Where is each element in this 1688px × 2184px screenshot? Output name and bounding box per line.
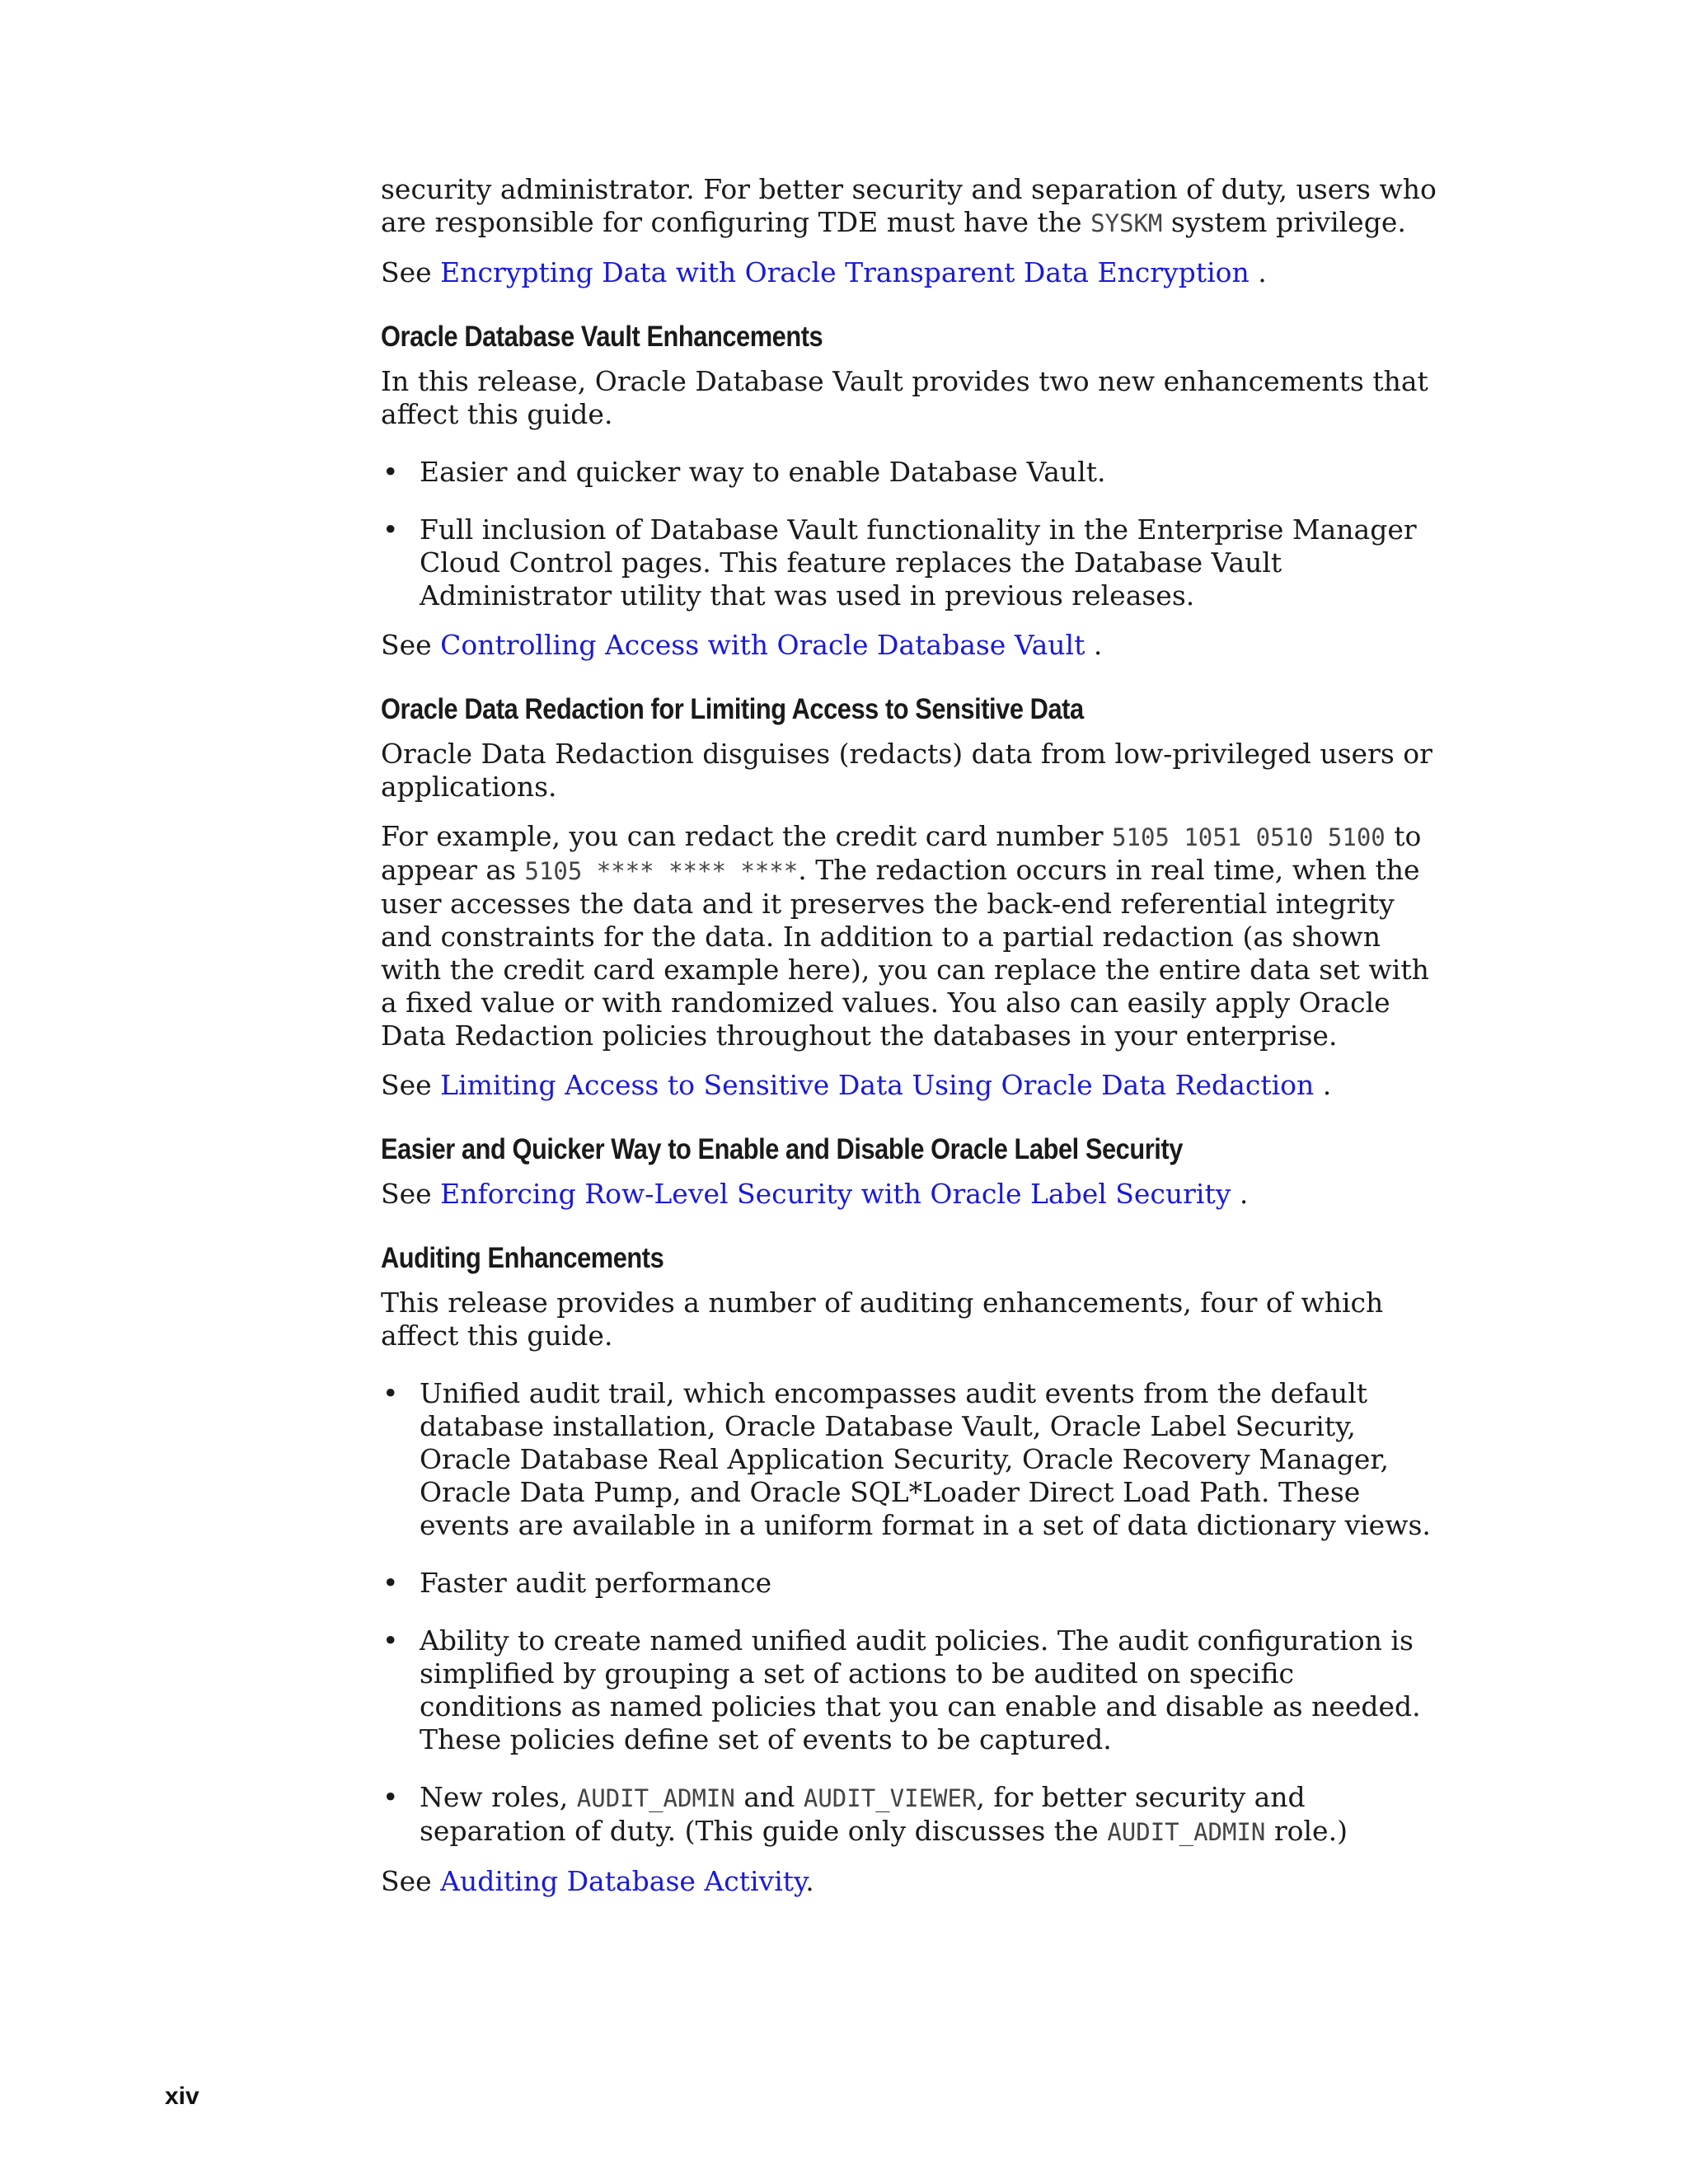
audit-viewer-code: AUDIT_VIEWER (803, 1784, 977, 1812)
intro-paragraph: security administrator. For better security and separation of duty, users who are responsible for configuring TDE must have the SYSKM system privilege. (381, 173, 1437, 238)
link-auditing-database-activity[interactable]: Auditing Database Activity (440, 1865, 806, 1897)
link-encrypting-data-tde[interactable]: Encrypting Data with Oracle Transparent Data Encryption (440, 256, 1250, 288)
link-limiting-access-redaction[interactable]: Limiting Access to Sensitive Data Using Oracle Data Redaction (440, 1069, 1315, 1101)
redaction-paragraph-1: Oracle Data Redaction disguises (redacts) data from low-privileged users or applications. (381, 738, 1432, 803)
list-item: • Unified audit trail, which encompasses audit events from the default database installation, Oracle Database Vault, Oracle Label Security, Oracle Database Real Application Security, Oracle Recovery Manager, Oracle Data Pump, and Oracle SQL*Loader Direct Load Path. These events are available in a uniform format in a set of data dictionary views. (382, 1377, 1431, 1541)
redaction-paragraph-2: For example, you can redact the credit card number 5105 1051 0510 5100 to appear as 5105 **** **** ****. The redaction occurs in real time, when the user accesses the data and it preserves the back-end referential integrity and constraints for the data. In addition to a partial redaction (as shown with the credit card example here), you can replace the entire data set with a fixed value or with randomized values. You also can easily apply Oracle Data Redaction policies throughout the databases in your enterprise. (381, 820, 1429, 1052)
heading-data-redaction: Oracle Data Redaction for Limiting Access to Sensitive Data (381, 693, 1084, 725)
bullet-icon: • (382, 1624, 399, 1657)
list-item: • New roles, AUDIT_ADMIN and AUDIT_VIEWER, for better security and separation of duty. (This guide only discusses the AUDIT_ADMIN role.) (382, 1781, 1348, 1847)
bullet-icon: • (382, 1377, 399, 1409)
card-number-code: 5105 1051 0510 5100 (1112, 823, 1386, 851)
page-number: xiv (165, 2083, 199, 2110)
see-vault: See Controlling Access with Oracle Database Vault . (381, 629, 1103, 661)
vault-paragraph: In this release, Oracle Database Vault provides two new enhancements that affect this guide. (381, 365, 1428, 430)
heading-auditing: Auditing Enhancements (381, 1242, 664, 1274)
see-tde: See Encrypting Data with Oracle Transparent Data Encryption . (381, 256, 1267, 288)
bullet-icon: • (382, 456, 399, 488)
link-enforcing-row-level-security[interactable]: Enforcing Row-Level Security with Oracle Label Security (440, 1178, 1231, 1210)
audit-admin-code: AUDIT_ADMIN (576, 1784, 735, 1812)
auditing-bullet-list (381, 1377, 1444, 1849)
see-label-security: See Enforcing Row-Level Security with Oracle Label Security . (381, 1178, 1249, 1210)
see-auditing: See Auditing Database Activity. (381, 1865, 814, 1897)
heading-label-security: Easier and Quicker Way to Enable and Disable Oracle Label Security (381, 1133, 1183, 1165)
bullet-icon: • (382, 1781, 399, 1813)
audit-admin-code: AUDIT_ADMIN (1107, 1818, 1266, 1846)
list-item: • Ability to create named unified audit policies. The audit configuration is simplified by grouping a set of actions to be audited on specific conditions as named policies that you can enable and disable as needed. These policies define set of events to be captured. (382, 1624, 1421, 1755)
vault-bullet-list (381, 456, 1444, 612)
list-item: • Easier and quicker way to enable Database Vault. (382, 456, 1106, 488)
list-item: • Full inclusion of Database Vault functionality in the Enterprise Manager Cloud Control pages. This feature replaces the Database Vault Administrator utility that was used in previous releases. (382, 513, 1417, 612)
heading-database-vault: Oracle Database Vault Enhancements (381, 321, 823, 353)
syskm-code: SYSKM (1090, 209, 1163, 237)
page-content (381, 173, 1444, 1898)
list-item: • Faster audit performance (382, 1567, 772, 1599)
see-redaction: See Limiting Access to Sensitive Data Using Oracle Data Redaction . (381, 1069, 1332, 1101)
bullet-icon: • (382, 1567, 399, 1599)
auditing-paragraph: This release provides a number of auditing enhancements, four of which affect this guide. (381, 1286, 1384, 1352)
link-controlling-access-vault[interactable]: Controlling Access with Oracle Database Vault (440, 629, 1085, 661)
redacted-number-code: 5105 **** **** **** (524, 857, 799, 885)
bullet-icon: • (382, 513, 399, 546)
